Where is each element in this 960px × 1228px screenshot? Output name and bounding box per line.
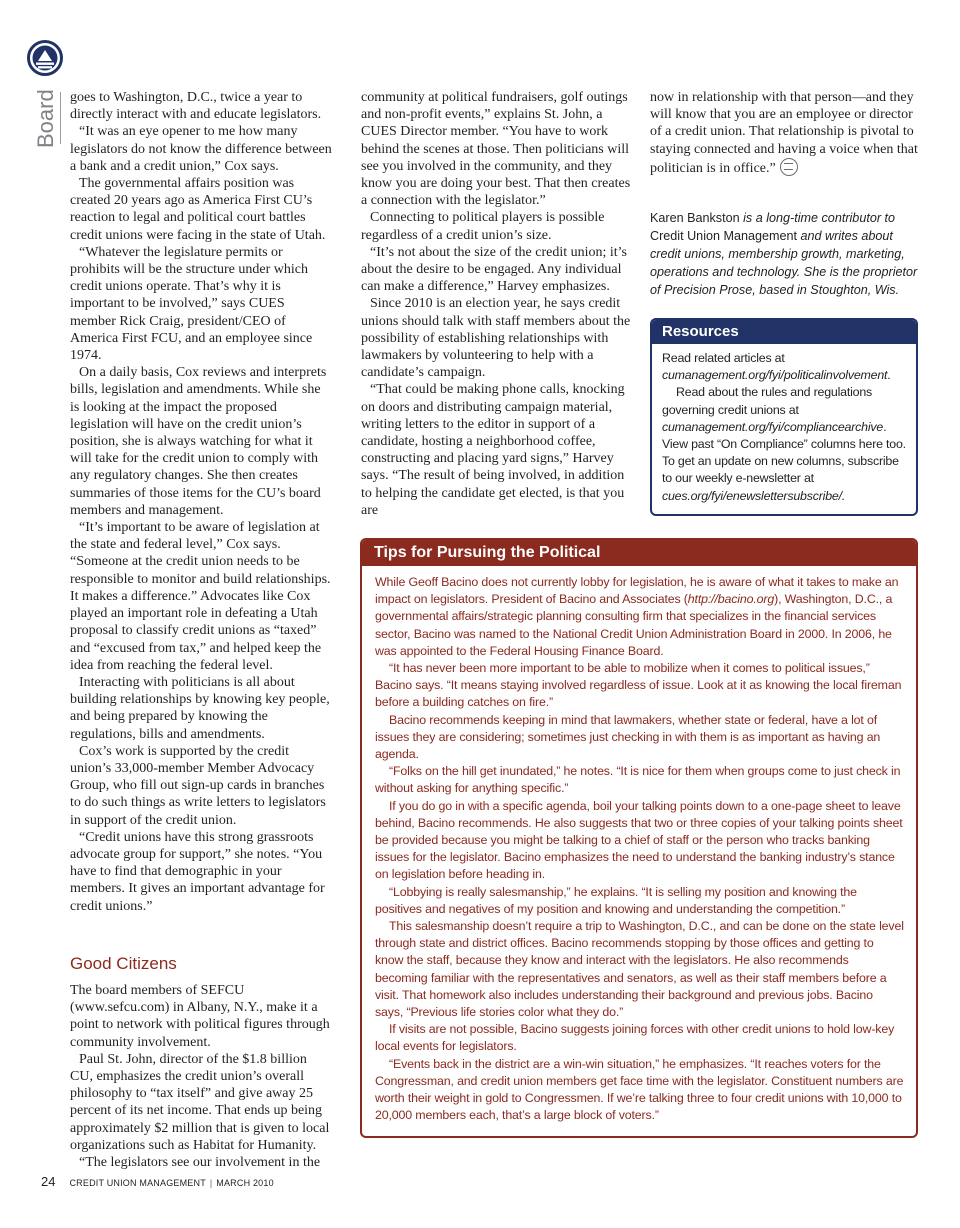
footer-publication: CREDIT UNION MANAGEMENT (69, 1178, 206, 1188)
bio-text: is a long-time contributor to (739, 211, 896, 225)
resources-text: Read related articles at (662, 351, 785, 365)
resources-paragraph (662, 453, 906, 505)
resources-text: . (887, 368, 891, 383)
paragraph: “It’s important to be aware of legislation at the state and federal level,” Cox says. “Someone at the credit union needs to be responsible to monitor and build relationships. It makes a difference.” Advocates like Cox played an important role in defeating a Utah proposal to classify credit unions as “taxed” and “excused from tax,” and helped keep the idea from reaching the federal level. (70, 520, 331, 673)
bio-publication: Credit Union Management (650, 229, 798, 243)
footer-date: MARCH 2010 (216, 1178, 274, 1188)
section-tab (30, 88, 62, 148)
author-bio (650, 209, 920, 299)
subhead-good-citizens: Good Citizens (70, 953, 177, 973)
tips-title: Tips for Pursuing the Political (362, 540, 916, 566)
resources-link[interactable]: cumanagement.org/fyi/compliancearchive (662, 419, 884, 434)
paragraph: “Credit unions have this strong grassroots advocate group for support,” she notes. “You have to find that demographic in your members. It gives an important advantage for credit unions.” (70, 829, 325, 914)
tips-body (362, 566, 916, 1125)
tips-paragraph: If you do go in with a specific agenda, boil your talking points down to a one-page sheet to leave behind, Bacino recommends. He also suggests that two or three copies of your talking points sheet be provided because you might be talking to a chief of staff or the person who tracks banking issues for the legislator. Bacino emphasizes the need to understand the banking industry’s stance on legislation before heading in. (375, 798, 903, 882)
paragraph: community at political fundraisers, golf outings and non-profit events,” explains St. John, a CUES Director member. “You have to work behind the scenes at those. Then politicians will see you involved in the community, and they know you are doing your best. That then creates a connection with the legislator.” (361, 90, 631, 209)
tips-paragraph (375, 574, 904, 660)
resources-body (652, 344, 916, 505)
cues-logo-icon (27, 40, 63, 76)
tips-paragraph: If visits are not possible, Bacino suggests joining forces with other credit unions to hold low-key local events for legislators. (375, 1022, 895, 1054)
article-column-1 (70, 89, 332, 1171)
author-name: Karen Bankston (650, 211, 740, 225)
resources-text: Read about the rules and regulations governing credit unions at (662, 385, 873, 417)
tips-paragraph: “It has never been more important to be able to mobilize when it comes to political issues,” Bacino says. “It means staying involved regardless of issue. Look at it as knowing the local fireman before a building catches on fire.” (375, 661, 902, 710)
resources-text: . View past “On Compliance” columns here too. (662, 419, 906, 452)
resources-link[interactable]: cumanagement.org/fyi/politicalinvolvement (662, 368, 888, 383)
paragraph: Paul St. John, director of the $1.8 billion CU, emphasizes the credit union’s overall philosophy to “tax itself” and give away 25 percent of its net income. That ends up being approximately $2 million that is given to local organizations such as Habitat for Humanity. (70, 1051, 330, 1153)
tips-text: ), Washington, D.C., a governmental affairs/strategic planning consulting firm that specializes in the financial services sector, Bacino was named to the National Credit Union Administration Board in 2000. In 2006, he was appointed to the Federal Housing Finance Board. (375, 592, 893, 658)
paragraph: On a daily basis, Cox reviews and interprets bills, legislation and amendments. While she is looking at the impact the proposed legislation will have on the credit union’s position, she is always watching for what it will take for the credit union to comply with any regulatory changes. She then creates summaries of those items for the CU’s board members and management. (70, 365, 327, 518)
footer-separator: | (209, 1178, 213, 1188)
paragraph (650, 89, 918, 177)
bio-text: and writes about credit unions, membership growth, marketing, operations and technology. She is the proprietor of Precision Prose, based in Stoughton, Wis. (650, 229, 918, 297)
paragraph: The governmental affairs position was created 20 years ago as America First CU’s reaction to legal and political court battles credit unions were facing in the state of Utah. (70, 176, 326, 243)
paragraph: “The legislators see our involvement in the (79, 1154, 321, 1170)
closing-paragraph-text: now in relationship with that person—and they will know that you are an employee or director of a credit union. That relationship is pivotal to staying connected and having a voice when that politician is in office.” (650, 90, 918, 176)
resources-paragraph (662, 350, 906, 384)
tips-paragraph: “Lobbying is really salesmanship,” he explains. “It is selling my position and knowing the positives and negatives of my position and knowing and understanding the competition.” (375, 884, 857, 916)
tips-paragraph: This salesmanship doesn’t require a trip to Washington, D.C., and can be done on the state level through state and district offices. Bacino recommends stopping by those offices and getting to know the staff, because they know and interact with the legislators. He also recommends becoming familiar with the representatives and senators, as well as their staff members before a visit. That homework also includes understanding their background and previous jobs. Bacino says, “Previous life stories color what they do.” (375, 919, 904, 1020)
page-number: 24 (41, 1174, 56, 1189)
article-column-3 (650, 89, 918, 177)
tips-paragraph: “Events back in the district are a win-win situation,” he emphasizes. “It reaches voters for the Congressman, and credit union members get face time with the legislator. Constituent numbers are worth their weight in gold to Congressmen. If we’re talking three to four credit unions with 10,000 to 20,000 members each, that’s a large block of voters.” (375, 1056, 904, 1123)
resources-title: Resources (652, 320, 916, 344)
paragraph: Since 2010 is an election year, he says credit unions should talk with staff members about the possibility of establishing relationships with lawmakers by volunteering to help with a candidate’s campaign. (361, 296, 631, 381)
tips-link[interactable]: http://bacino.org (687, 592, 775, 607)
resources-text: To get an update on new columns, subscribe to our weekly e-newsletter at (662, 454, 899, 486)
paragraph: goes to Washington, D.C., twice a year to directly interact with and educate legislators. (70, 90, 322, 123)
paragraph: The board members of SEFCU (www.sefcu.com) in Albany, N.Y., make it a point to network with political figures through community involvement. (70, 982, 330, 1050)
resources-paragraph (662, 384, 906, 453)
paragraph: Interacting with politicians is all about building relationships by knowing key people, and being prepared by knowing the regulations, bills and amendments. (70, 674, 330, 742)
paragraph: “Whatever the legislature permits or prohibits will be the structure under which credit unions operate. That’s why it is important to be involved,” says CUES member Rick Craig, president/CEO of America First FCU, and an employee since 1974. (70, 244, 313, 364)
article-column-2 (361, 89, 631, 519)
section-label: Board (33, 89, 58, 148)
tips-text: While Geoff Bacino does not currently lobby for legislation, he is aware of what it takes to make an impact on legislators. President of Bacino and Associates ( (375, 575, 899, 607)
paragraph: Cox’s work is supported by the credit union’s 33,000-member Member Advocacy Group, who fill out sign-up cards in branches to do such things as write letters to legislators in support of the credit union. (70, 743, 326, 828)
tips-box (360, 538, 918, 1138)
paragraph: Connecting to political players is possible regardless of a credit union’s size. (361, 210, 605, 243)
paragraph: “That could be making phone calls, knocking on doors and distributing campaign material, writing letters to the editor in support of a candidate, hosting a neighborhood coffee, constructing and placing yard signs,” Harvey says. “The result of being involved, in addition to helping the candidate get elected, is that you are (361, 382, 625, 518)
resources-link[interactable]: cues.org/fyi/enewslettersubscribe/. (662, 488, 846, 503)
tips-paragraph: “Folks on the hill get inundated,” he notes. “It is nice for them when groups come to just check in without asking for anything specific.” (375, 764, 901, 796)
resources-box (650, 318, 918, 516)
paragraph: “It’s not about the size of the credit union; it’s about the desire to be engaged. Any individual can make a difference,” Harvey emphasizes. (361, 244, 627, 295)
paragraph: “It was an eye opener to me how many legislators do not know the difference between a bank and a credit union,” Cox says. (70, 124, 332, 174)
tips-paragraph: Bacino recommends keeping in mind that lawmakers, whether state or federal, have a lot of issues they are considering; sometimes just checking in with them is as important as having an agenda. (375, 712, 881, 762)
section-divider (60, 92, 61, 144)
end-of-story-icon (780, 158, 798, 176)
page-footer (41, 1174, 274, 1190)
